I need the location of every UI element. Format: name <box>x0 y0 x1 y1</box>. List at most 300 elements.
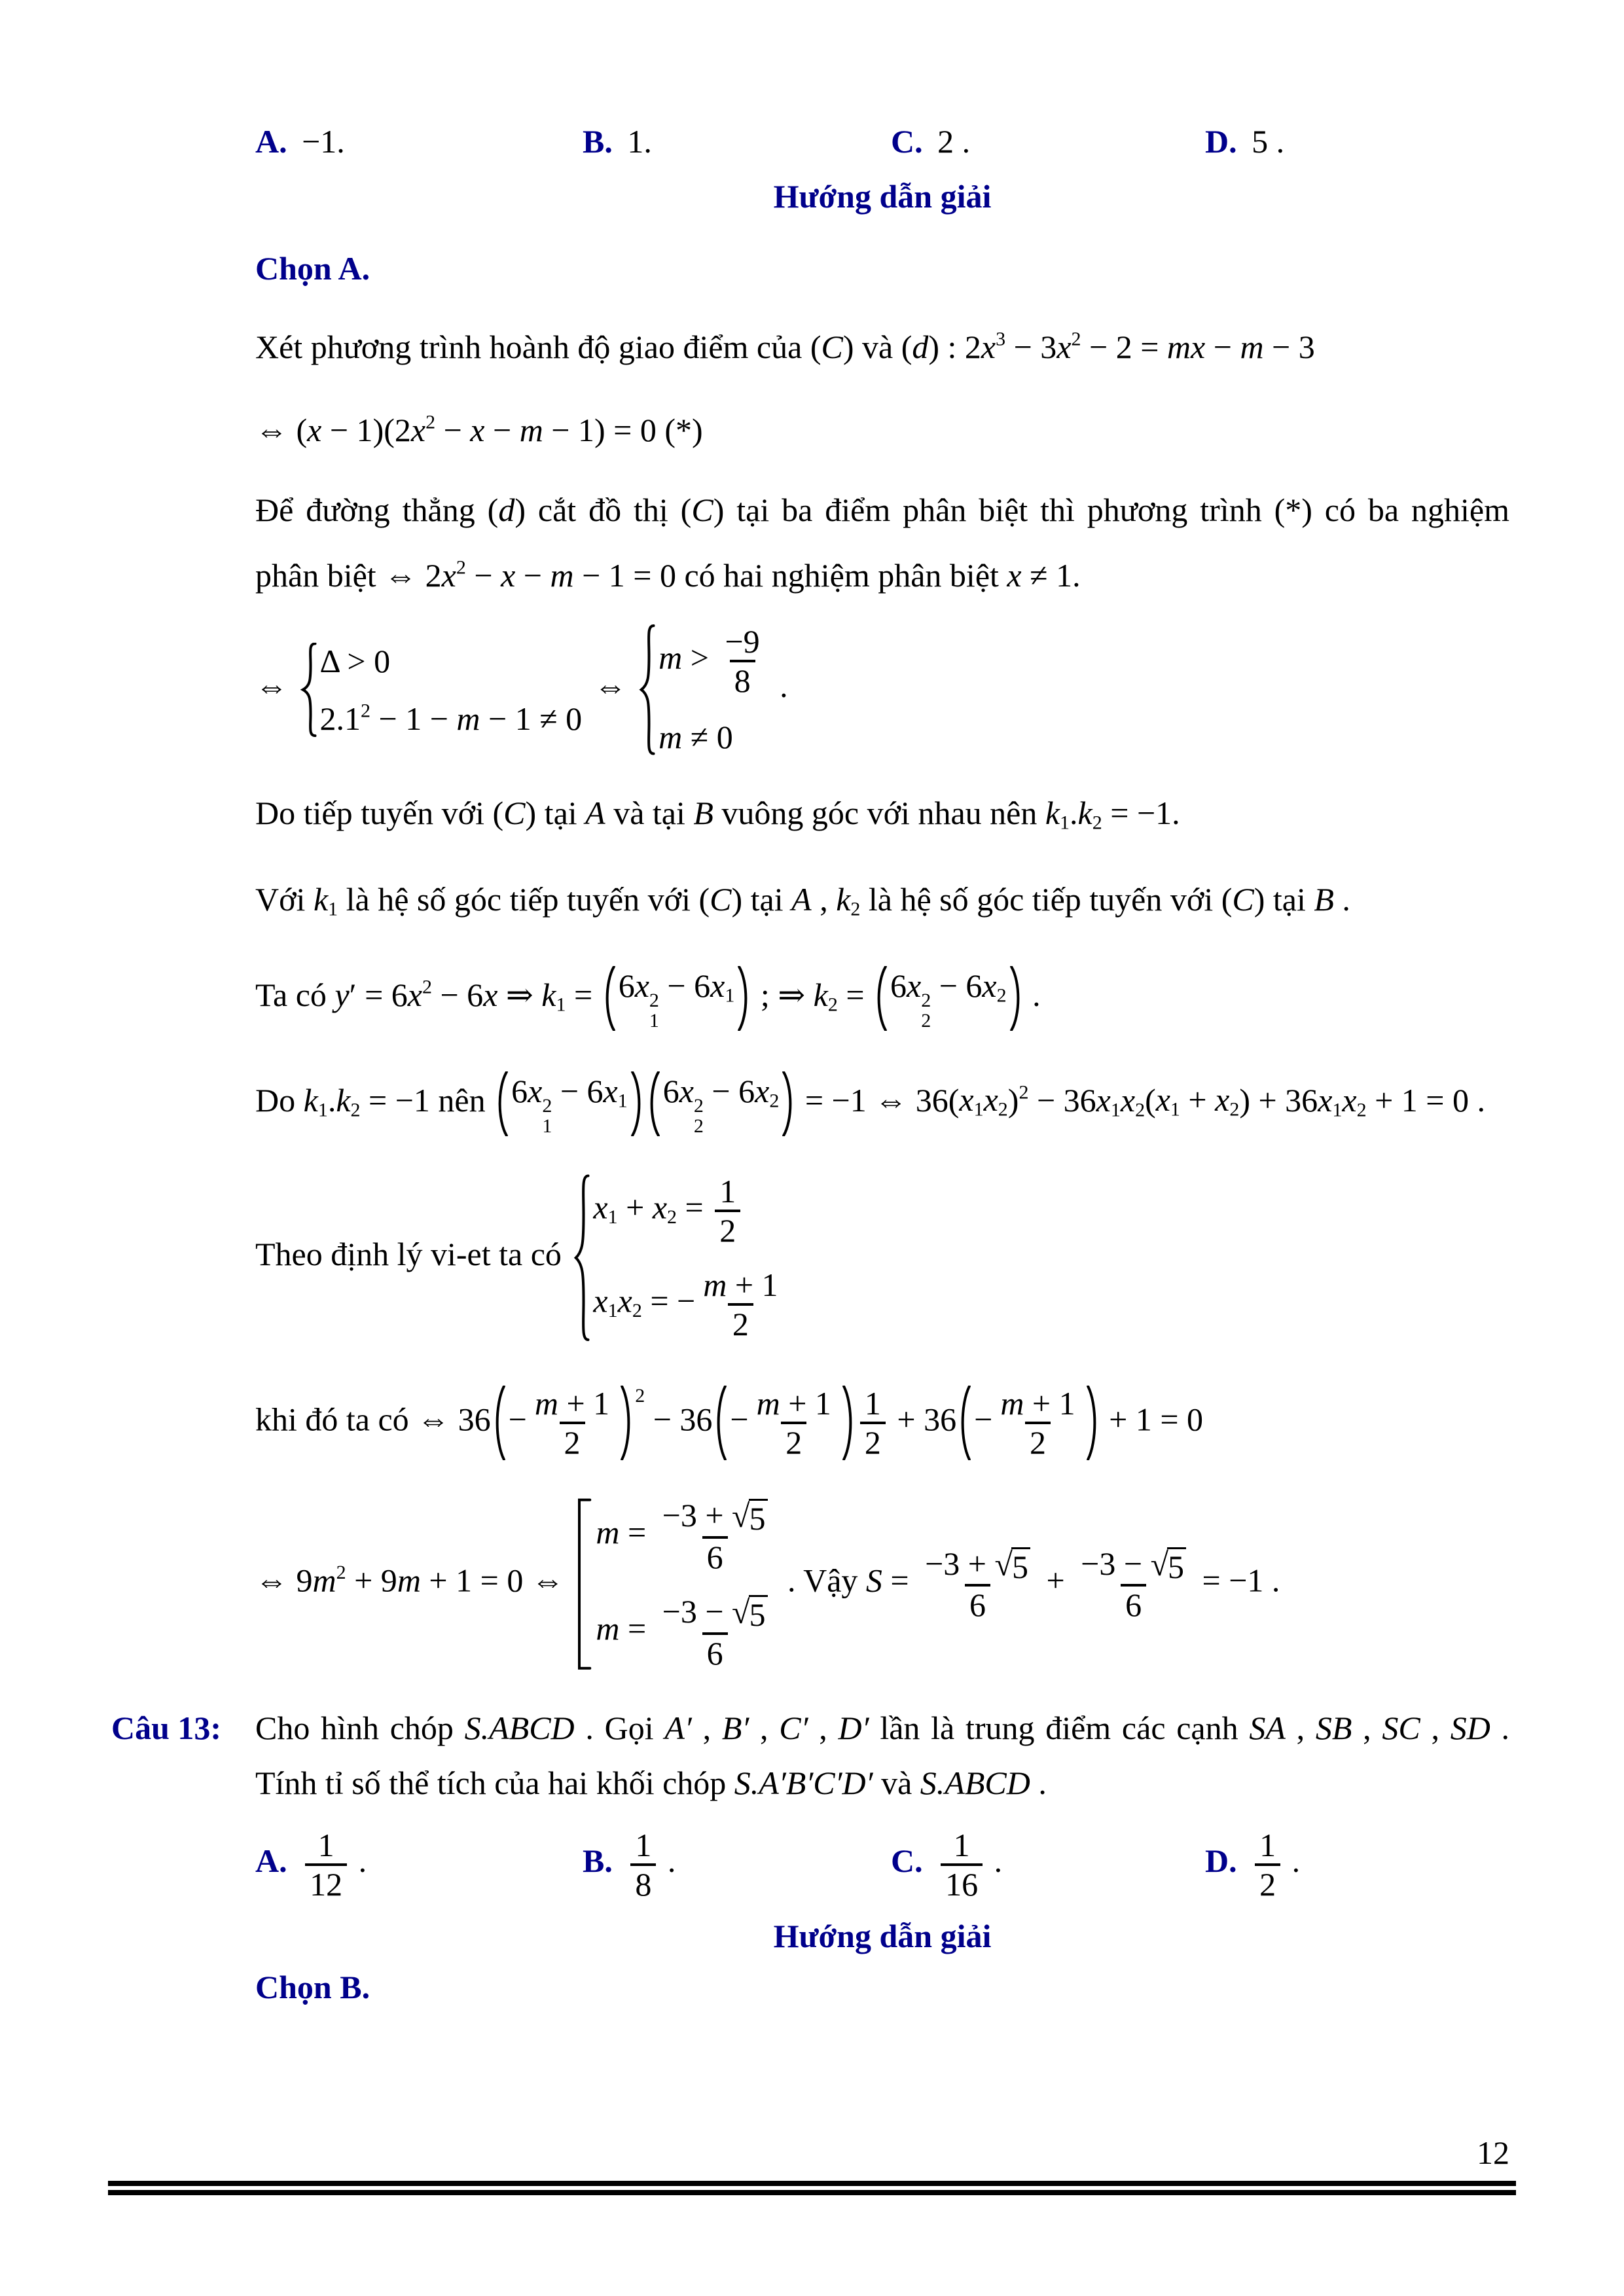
parenthesis-group <box>901 329 939 365</box>
superscript: 2 <box>456 556 466 579</box>
math-variable: C <box>691 492 713 528</box>
bracket-group <box>576 1497 775 1672</box>
parenthesis-group <box>602 965 751 1031</box>
answer-letter: D. <box>1205 123 1237 160</box>
math-text: và <box>854 329 901 365</box>
question-text-line <box>255 1763 1509 1803</box>
math-text: −9 <box>725 623 760 660</box>
row <box>659 717 768 757</box>
math-text: −3 + <box>925 1545 995 1582</box>
math-text: + 1 = 0 ⇔ <box>420 1562 573 1599</box>
open-paren: ( <box>901 329 912 365</box>
answer-letter: B. <box>583 1842 613 1879</box>
math-text: 2.1 <box>319 700 361 737</box>
math-variable: x <box>617 1282 632 1319</box>
open-paren: ( <box>680 492 692 528</box>
denominator <box>630 1863 656 1903</box>
math-text: − 2 = <box>1081 329 1167 365</box>
close-paren-icon <box>737 966 751 1031</box>
math-variable: A <box>791 880 812 918</box>
numerator <box>949 1827 975 1863</box>
square-root <box>732 1595 767 1632</box>
close-paren-icon <box>630 1071 644 1136</box>
math-variable: S <box>865 1562 882 1599</box>
paren-content <box>730 1385 839 1461</box>
subscript: 2 <box>632 1299 642 1321</box>
close-paren: ) <box>842 329 854 365</box>
subscript: 1 <box>617 1090 628 1111</box>
fraction <box>941 1827 983 1903</box>
math-variable: x <box>593 1188 608 1225</box>
radical-icon: √ <box>732 1594 750 1630</box>
math-variable: m <box>519 412 543 448</box>
math-variable: x <box>679 1072 694 1109</box>
math-text: ⇒ <box>497 976 542 1013</box>
numerator <box>658 1593 772 1632</box>
denominator <box>941 1863 983 1903</box>
math-text: = − <box>641 1282 696 1319</box>
math-text: + <box>1038 1562 1074 1599</box>
answer-value <box>1252 1826 1301 1903</box>
math-variable: SD <box>1450 1709 1490 1746</box>
close-paren-icon <box>1086 1386 1100 1460</box>
close-paren: ) <box>731 880 743 918</box>
square-root <box>995 1547 1030 1585</box>
math-text: và tại <box>605 794 694 831</box>
square-root <box>1151 1547 1186 1585</box>
answer-row-q13 <box>255 1827 1509 1903</box>
math-variable: m <box>1240 329 1264 365</box>
denominator <box>730 660 755 699</box>
math-text: , <box>1420 1709 1451 1746</box>
math-variable: A <box>585 794 605 831</box>
math-variable: x <box>501 557 516 594</box>
close-paren: ) <box>594 412 605 448</box>
open-paren: ( <box>384 412 395 448</box>
fraction <box>996 1385 1079 1461</box>
math-text: 1 <box>864 1385 881 1422</box>
paren-content <box>890 965 1007 1031</box>
math-text: − 6 <box>931 967 983 1004</box>
answer-value <box>627 123 652 160</box>
math-text: tại <box>742 880 792 918</box>
math-text: , <box>1352 1709 1382 1746</box>
math-text: . <box>1070 794 1078 831</box>
subscript: 2 <box>1229 1098 1240 1121</box>
answer-letter: C. <box>891 1842 923 1879</box>
fraction <box>1076 1545 1191 1624</box>
question-13 <box>111 1708 1510 2007</box>
answer-letter: A. <box>255 1842 287 1879</box>
math-text: + <box>1180 1081 1216 1119</box>
denominator <box>1025 1422 1051 1461</box>
math-text: . <box>1333 880 1350 918</box>
solution-line <box>255 1173 1509 1343</box>
numerator <box>752 1385 836 1422</box>
subscript: 2 <box>350 1098 361 1121</box>
math-variable: x <box>603 1072 618 1109</box>
subscript: 2 <box>667 1206 677 1228</box>
close-paren-icon <box>782 1071 795 1136</box>
sub-sup-stack <box>649 990 659 1031</box>
answer-option-d <box>1205 1827 1509 1903</box>
math-variable: x <box>410 412 426 448</box>
math-variable: x <box>528 1072 543 1109</box>
page-number: 12 <box>1477 2134 1509 2171</box>
radicand: 5 <box>1011 1547 1030 1585</box>
close-paren-icon <box>620 1386 634 1460</box>
math-variable: x <box>755 1072 770 1109</box>
superscript: 2 <box>361 700 370 721</box>
numerator <box>920 1545 1035 1585</box>
math-text: lần là trung điểm các cạnh <box>869 1709 1250 1746</box>
fraction <box>530 1385 614 1461</box>
math-variable: x <box>1120 1081 1136 1119</box>
math-text: vuông góc với nhau nên <box>713 794 1045 831</box>
math-text: 2 <box>564 1424 581 1461</box>
math-text: = −1 nên <box>360 1081 494 1119</box>
math-text: ; ⇒ <box>752 976 814 1013</box>
math-text: = <box>882 1562 918 1599</box>
superscript: 2 <box>1071 328 1081 350</box>
solution-line <box>255 327 1509 367</box>
math-text: 6 <box>1125 1587 1142 1623</box>
math-text: − 3 <box>1263 329 1315 365</box>
math-variable: B <box>1314 880 1334 918</box>
answer-option-c <box>891 121 1205 162</box>
parenthesis-group <box>1221 881 1265 918</box>
math-variable: S.A′B′C′D′ <box>734 1764 873 1801</box>
math-text: 2 <box>394 412 411 448</box>
math-text: 8 <box>734 662 751 699</box>
sub-sup-stack <box>921 990 931 1031</box>
math-text: ′ = 6 <box>349 976 408 1013</box>
math-text: 6 <box>969 1587 986 1623</box>
open-paren: ( <box>810 329 821 365</box>
math-text: − <box>435 412 471 448</box>
footer-rule <box>108 2181 1516 2195</box>
bracket-icon <box>576 1498 592 1670</box>
math-text: + 1 <box>727 1266 778 1303</box>
row <box>596 1593 775 1672</box>
math-text: + 36 <box>1250 1081 1318 1119</box>
math-variable: SC <box>1382 1709 1420 1746</box>
math-text: tại <box>1265 880 1314 918</box>
math-variable: x <box>307 412 322 448</box>
parenthesis-group <box>488 492 526 528</box>
math-text: 2 <box>864 1424 881 1461</box>
math-variable: S.ABCD <box>920 1764 1030 1801</box>
radicand: 5 <box>1167 1547 1186 1585</box>
answer-letter: C. <box>891 123 923 160</box>
math-text: Theo định lý vi-et ta có <box>255 1235 570 1272</box>
math-variable: m <box>534 1385 558 1422</box>
solution-line <box>255 879 1509 920</box>
cases-group <box>639 623 768 757</box>
math-text: ≠ 0 <box>682 718 733 755</box>
math-text: − 1 <box>543 412 594 448</box>
subscript: 2 <box>998 1098 1008 1121</box>
paren-content <box>691 492 713 528</box>
close-paren: ) <box>1007 1081 1019 1119</box>
math-text: + 1 <box>780 1385 831 1422</box>
chosen-answer-q13: Chọn B. <box>255 1968 370 2005</box>
question-text-line <box>255 1708 1509 1748</box>
math-variable: x <box>1342 1081 1357 1119</box>
math-text: + <box>617 1188 653 1225</box>
close-paren: ) <box>713 492 725 528</box>
paren-content <box>1232 881 1254 918</box>
subscript: 2 <box>1135 1098 1146 1121</box>
math-text: −3 + <box>662 1497 732 1534</box>
numerator <box>720 623 764 660</box>
subscript: 2 <box>769 1090 780 1111</box>
math-variable: x <box>407 976 422 1013</box>
denominator <box>781 1422 806 1461</box>
math-variable: x <box>634 967 649 1004</box>
denominator <box>1121 1584 1146 1623</box>
open-paren: ( <box>948 1081 960 1119</box>
denominator <box>860 1422 886 1461</box>
math-text: 6 <box>511 1072 528 1109</box>
subscript: 1 <box>973 1098 984 1121</box>
solution-line <box>255 793 1509 833</box>
solution-line <box>255 623 1509 757</box>
answer-letter: A. <box>255 123 287 160</box>
close-paren: ) <box>928 329 939 365</box>
math-text: = <box>619 1610 655 1647</box>
math-text: . <box>659 1842 676 1879</box>
math-text: 6 <box>890 967 907 1004</box>
open-paren-icon <box>602 966 616 1031</box>
superscript: 2 <box>693 1094 704 1117</box>
math-variable: m <box>756 1385 780 1422</box>
subscript: 1 <box>649 1010 659 1031</box>
math-text: − 36 <box>645 1401 713 1438</box>
math-variable: k <box>836 880 851 918</box>
paren-content <box>619 965 735 1031</box>
math-variable: x <box>470 412 485 448</box>
superscript: 2 <box>425 411 436 433</box>
open-paren-icon <box>647 1071 660 1136</box>
math-text: ⇔ <box>586 668 636 705</box>
row <box>593 1266 785 1342</box>
math-variable: D′ <box>838 1709 869 1746</box>
paren-content <box>710 881 731 918</box>
math-text: 1. <box>627 123 652 160</box>
solution-heading: Hướng dẫn giải <box>773 1917 992 1954</box>
answer-row-q12 <box>255 121 1509 162</box>
subscript: 1 <box>556 993 566 1015</box>
solution-line <box>255 965 1509 1031</box>
subscript: 1 <box>317 1098 328 1121</box>
math-variable: m <box>1000 1385 1024 1422</box>
math-text: 16 <box>945 1865 979 1903</box>
math-text: Ta có <box>255 976 335 1013</box>
math-text: ⇔ 9 <box>255 1562 313 1599</box>
math-variable: x <box>1096 1081 1111 1119</box>
math-text: là hệ số góc tiếp tuyến với <box>338 880 699 918</box>
parenthesis-group <box>492 1385 634 1461</box>
math-variable: x <box>593 1282 608 1319</box>
rows <box>593 1173 785 1343</box>
math-text: 1 <box>635 1826 652 1863</box>
math-variable: x <box>981 329 996 365</box>
denominator <box>715 1210 740 1249</box>
subscript: 2 <box>921 1010 931 1031</box>
math-text: Để đường thẳng <box>255 492 488 528</box>
subscript: 1 <box>607 1299 618 1321</box>
math-text: −1. <box>302 123 345 160</box>
answer-letter: D. <box>1205 1842 1237 1879</box>
answer-value <box>937 1826 1003 1903</box>
math-variable: x <box>1215 1081 1230 1119</box>
paren-content <box>959 1081 1008 1121</box>
subscript: 1 <box>1060 812 1070 833</box>
solution-line <box>255 1385 1509 1461</box>
open-paren-icon <box>874 966 888 1031</box>
answer-option-a <box>255 121 583 162</box>
solution-line <box>255 555 1509 596</box>
solution-line <box>255 490 1509 530</box>
math-text: 1 <box>719 1172 736 1210</box>
solution-line <box>255 410 1509 450</box>
math-text: Do tiếp tuyến với <box>255 794 493 831</box>
paren-content <box>307 412 372 448</box>
math-text: . <box>1490 1709 1510 1746</box>
parenthesis-group <box>713 1385 856 1461</box>
math-text: − <box>1205 329 1240 365</box>
superscript: 2 <box>542 1094 552 1117</box>
math-variable: S.ABCD <box>464 1709 575 1746</box>
denominator <box>702 1536 728 1575</box>
math-text: − 1 ≠ 0 <box>480 700 583 737</box>
close-paren-icon <box>1009 966 1023 1031</box>
math-variable: m <box>659 639 683 676</box>
math-text: Δ > 0 <box>319 643 391 679</box>
radical-icon: √ <box>1150 1545 1169 1583</box>
denominator <box>728 1303 753 1342</box>
question-label: Câu 13: <box>111 1709 222 1746</box>
math-text: 2 <box>732 1306 749 1342</box>
brace-icon <box>300 643 317 737</box>
subscript: 1 <box>1110 1098 1121 1121</box>
rows <box>320 641 583 738</box>
answer-option-a <box>255 1827 583 1903</box>
math-text: 1 <box>953 1826 970 1863</box>
math-variable: x <box>1007 557 1022 594</box>
math-text: − <box>730 1401 749 1438</box>
superscript: 2 <box>921 989 931 1011</box>
math-text: . <box>350 1842 367 1879</box>
numerator <box>1255 1827 1280 1863</box>
answer-option-b <box>583 1827 891 1903</box>
answer-option-d <box>1205 121 1509 162</box>
math-text: 2 <box>785 1424 803 1461</box>
superscript: 2 <box>635 1384 645 1407</box>
math-variable: m <box>550 557 574 594</box>
parenthesis-group <box>1145 1081 1250 1121</box>
math-text: Do <box>255 1081 304 1119</box>
fraction <box>720 623 764 699</box>
math-text: Cho hình chóp <box>255 1709 465 1746</box>
parenthesis-group <box>681 492 725 528</box>
superscript: 3 <box>996 328 1006 350</box>
subscript: 1 <box>725 984 735 1006</box>
numerator <box>860 1385 886 1422</box>
open-paren: ( <box>487 492 499 528</box>
open-paren: ( <box>698 880 710 918</box>
math-text: Tính tỉ số thể tích của hai khối chóp <box>255 1764 734 1801</box>
math-text: ⇔ <box>255 668 297 705</box>
math-text: là hệ số góc tiếp tuyến với <box>860 880 1221 918</box>
sub-sup-stack <box>542 1096 552 1137</box>
math-variable: k <box>303 1081 318 1119</box>
math-text: > <box>682 639 717 676</box>
cases-group <box>300 641 583 738</box>
denominator <box>1255 1863 1280 1903</box>
numerator <box>996 1385 1079 1422</box>
math-variable: d <box>912 329 929 365</box>
math-text: − <box>465 557 501 594</box>
close-paren: ) <box>1239 1081 1250 1119</box>
math-text: = <box>677 1188 712 1225</box>
math-text: , <box>1285 1709 1316 1746</box>
denominator <box>965 1584 990 1623</box>
radical-icon: √ <box>994 1545 1013 1583</box>
math-variable: m <box>703 1266 727 1303</box>
sub-sup-stack <box>694 1096 704 1137</box>
math-text: + 1 <box>1024 1385 1075 1422</box>
superscript: 2 <box>336 1562 346 1584</box>
fraction <box>860 1385 886 1461</box>
math-variable: m <box>659 718 683 755</box>
math-text: − 6 <box>659 967 711 1004</box>
math-variable: x <box>1155 1081 1170 1119</box>
open-paren-icon <box>492 1386 506 1460</box>
math-variable: B <box>693 794 713 831</box>
math-variable: SA <box>1249 1709 1286 1746</box>
math-text: = −1 . <box>1194 1562 1280 1599</box>
math-text: = 0 (*) <box>605 412 703 448</box>
math-text: . <box>1284 1842 1301 1879</box>
parenthesis-group <box>495 1071 644 1137</box>
math-text: 6 <box>706 1538 723 1575</box>
open-paren: ( <box>1221 880 1233 918</box>
math-text: = <box>837 976 873 1013</box>
math-text: . <box>771 668 788 705</box>
math-variable: x <box>1318 1081 1333 1119</box>
math-text: 6 <box>618 967 635 1004</box>
math-text: 12 <box>310 1865 343 1903</box>
subscript: 1 <box>607 1206 618 1228</box>
math-variable: x <box>983 1081 998 1119</box>
math-text: − 1 − <box>370 700 457 737</box>
math-text: ⇔ <box>255 412 297 448</box>
numerator <box>314 1827 339 1863</box>
math-variable: A′ <box>664 1709 692 1746</box>
close-paren: ) <box>525 794 537 831</box>
math-variable: k <box>813 976 828 1013</box>
superscript: 2 <box>649 989 659 1011</box>
subscript: 1 <box>542 1115 552 1137</box>
math-variable: k <box>541 976 556 1013</box>
open-paren-icon <box>713 1386 727 1460</box>
math-variable: x <box>907 967 922 1004</box>
fraction <box>752 1385 836 1461</box>
math-variable: d <box>498 492 515 528</box>
math-text: = −1. <box>1102 794 1180 831</box>
